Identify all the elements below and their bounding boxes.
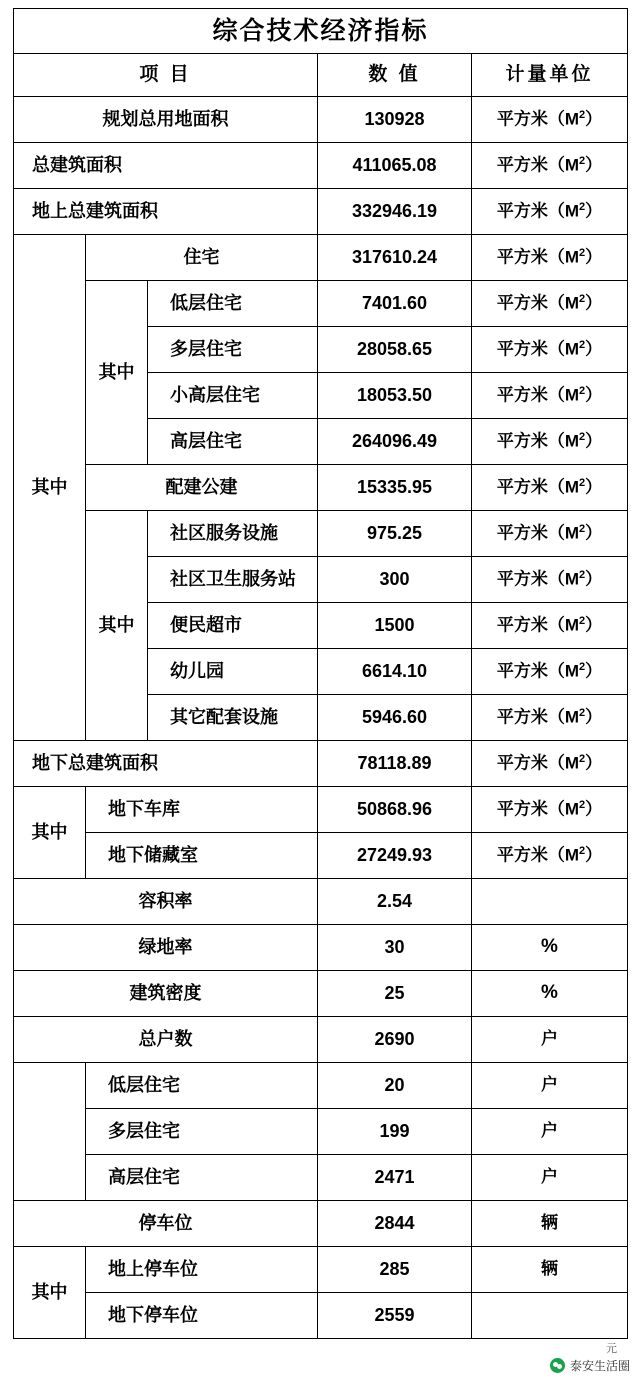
row-value-high-rise: 264096.49 bbox=[318, 419, 472, 465]
row-label-kindergarten: 幼儿园 bbox=[148, 649, 318, 695]
table-row bbox=[14, 97, 628, 143]
row-unit: 平方米$(M^2)$ bbox=[472, 557, 628, 603]
row-label-small-high-rise: 小高层住宅 bbox=[148, 373, 318, 419]
row-value-green-ratio: 30 bbox=[318, 925, 472, 971]
table-row bbox=[14, 281, 628, 327]
row-unit-percent: % bbox=[472, 925, 628, 971]
table-row bbox=[14, 787, 628, 833]
row-value-multi-storey: 28058.65 bbox=[318, 327, 472, 373]
row-label-underground-total: 地下总建筑面积 bbox=[14, 741, 318, 787]
table-row bbox=[14, 971, 628, 1017]
row-unit: 平方米$(M^2)$ bbox=[472, 327, 628, 373]
row-unit-household: 户 bbox=[472, 1155, 628, 1201]
row-label-public-build: 配建公建 bbox=[86, 465, 318, 511]
row-label-above-ground-total: 地上总建筑面积 bbox=[14, 189, 318, 235]
row-label-households-multi: 多层住宅 bbox=[86, 1109, 318, 1155]
row-value-parking: 2844 bbox=[318, 1201, 472, 1247]
row-label-high-rise: 高层住宅 bbox=[148, 419, 318, 465]
table-row bbox=[14, 1155, 628, 1201]
wechat-logo-icon bbox=[550, 1358, 565, 1373]
row-label-community-service: 社区服务设施 bbox=[148, 511, 318, 557]
row-value-parking-above: 285 bbox=[318, 1247, 472, 1293]
row-value-convenience-store: 1500 bbox=[318, 603, 472, 649]
row-value-community-service: 975.25 bbox=[318, 511, 472, 557]
row-unit: 平方米$(M^2)$ bbox=[472, 649, 628, 695]
row-unit: 平方米$(M^2)$ bbox=[472, 511, 628, 557]
row-value-underground-total: 78118.89 bbox=[318, 741, 472, 787]
row-label-total-land: 规划总用地面积 bbox=[14, 97, 318, 143]
page-title: 综合技术经济指标 bbox=[14, 9, 628, 54]
table-row bbox=[14, 1109, 628, 1155]
row-label-other-facilities: 其它配套设施 bbox=[148, 695, 318, 741]
row-label-convenience-store: 便民超市 bbox=[148, 603, 318, 649]
row-unit: 平方米$(M^2)$ bbox=[472, 235, 628, 281]
table-row bbox=[14, 465, 628, 511]
row-value-build-density: 25 bbox=[318, 971, 472, 1017]
row-label-total-households: 总户数 bbox=[14, 1017, 318, 1063]
table-row bbox=[14, 9, 628, 54]
row-unit: 平方米$(M^2)$ bbox=[472, 787, 628, 833]
row-value-underground-storage: 27249.93 bbox=[318, 833, 472, 879]
row-label-low-rise: 低层住宅 bbox=[148, 281, 318, 327]
row-label-community-clinic: 社区卫生服务站 bbox=[148, 557, 318, 603]
table-row bbox=[14, 1017, 628, 1063]
row-label-total-build: 总建筑面积 bbox=[14, 143, 318, 189]
row-unit: 平方米$(M^2)$ bbox=[472, 741, 628, 787]
row-unit: 平方米$(M^2)$ bbox=[472, 419, 628, 465]
row-unit-percent: % bbox=[472, 971, 628, 1017]
row-value-total-households: 2690 bbox=[318, 1017, 472, 1063]
header-unit: 计量单位 bbox=[472, 54, 628, 97]
row-label-underground-garage: 地下车库 bbox=[86, 787, 318, 833]
row-unit-household: 户 bbox=[472, 1063, 628, 1109]
row-unit-vehicle: 辆 bbox=[472, 1201, 628, 1247]
group-label-blank bbox=[14, 1063, 86, 1201]
row-value-underground-garage: 50868.96 bbox=[318, 787, 472, 833]
table-row bbox=[14, 189, 628, 235]
row-value-residence: 317610.24 bbox=[318, 235, 472, 281]
table-row bbox=[14, 1293, 628, 1339]
row-unit: 平方米$(M^2)$ bbox=[472, 189, 628, 235]
row-label-parking-above: 地上停车位 bbox=[86, 1247, 318, 1293]
group-label-qizhong-residence: 其中 bbox=[86, 281, 148, 465]
row-value-total-land: 130928 bbox=[318, 97, 472, 143]
row-value-community-clinic: 300 bbox=[318, 557, 472, 603]
row-unit-empty bbox=[472, 1293, 628, 1339]
row-label-far: 容积率 bbox=[14, 879, 318, 925]
row-value-small-high-rise: 18053.50 bbox=[318, 373, 472, 419]
row-unit-vehicle: 辆 bbox=[472, 1247, 628, 1293]
row-value-households-multi: 199 bbox=[318, 1109, 472, 1155]
row-label-households-low: 低层住宅 bbox=[86, 1063, 318, 1109]
row-value-other-facilities: 5946.60 bbox=[318, 695, 472, 741]
header-value: 数 值 bbox=[318, 54, 472, 97]
group-label-qizhong-underground: 其中 bbox=[14, 787, 86, 879]
row-label-parking: 停车位 bbox=[14, 1201, 318, 1247]
group-label-qizhong-above: 其中 bbox=[14, 235, 86, 741]
row-unit-household: 户 bbox=[472, 1017, 628, 1063]
header-item: 项 目 bbox=[14, 54, 318, 97]
table-row bbox=[14, 1247, 628, 1293]
table-row bbox=[14, 143, 628, 189]
group-label-qizhong-public: 其中 bbox=[86, 511, 148, 741]
row-label-multi-storey: 多层住宅 bbox=[148, 327, 318, 373]
table-row bbox=[14, 925, 628, 971]
row-unit: 平方米$(M^2)$ bbox=[472, 281, 628, 327]
row-value-households-low: 20 bbox=[318, 1063, 472, 1109]
row-label-green-ratio: 绿地率 bbox=[14, 925, 318, 971]
group-label-qizhong-parking: 其中 bbox=[14, 1247, 86, 1339]
row-unit: 平方米$(M^2)$ bbox=[472, 97, 628, 143]
row-value-low-rise: 7401.60 bbox=[318, 281, 472, 327]
row-value-households-high: 2471 bbox=[318, 1155, 472, 1201]
table-row bbox=[14, 511, 628, 557]
row-unit: 平方米$(M^2)$ bbox=[472, 465, 628, 511]
row-unit-household: 户 bbox=[472, 1109, 628, 1155]
row-label-households-high: 高层住宅 bbox=[86, 1155, 318, 1201]
row-label-underground-storage: 地下储藏室 bbox=[86, 833, 318, 879]
table-row bbox=[14, 1063, 628, 1109]
table-row bbox=[14, 741, 628, 787]
table-row bbox=[14, 833, 628, 879]
economic-indicators-table bbox=[13, 8, 628, 1339]
corner-mark: 元 bbox=[606, 1343, 617, 1355]
watermark bbox=[550, 1357, 630, 1374]
document-page bbox=[0, 8, 640, 1382]
table-row bbox=[14, 235, 628, 281]
row-unit: 平方米$(M^2)$ bbox=[472, 373, 628, 419]
row-label-build-density: 建筑密度 bbox=[14, 971, 318, 1017]
row-value-public-build: 15335.95 bbox=[318, 465, 472, 511]
row-value-parking-under: 2559 bbox=[318, 1293, 472, 1339]
row-unit: 平方米$(M^2)$ bbox=[472, 143, 628, 189]
watermark-label: 泰安生活圈 bbox=[569, 1359, 630, 1373]
row-value-far: 2.54 bbox=[318, 879, 472, 925]
row-unit: 平方米$(M^2)$ bbox=[472, 603, 628, 649]
row-value-above-ground-total: 332946.19 bbox=[318, 189, 472, 235]
row-label-parking-under: 地下停车位 bbox=[86, 1293, 318, 1339]
row-label-residence: 住宅 bbox=[86, 235, 318, 281]
row-unit-empty bbox=[472, 879, 628, 925]
table-row bbox=[14, 879, 628, 925]
table-row bbox=[14, 1201, 628, 1247]
row-unit: 平方米$(M^2)$ bbox=[472, 833, 628, 879]
row-value-kindergarten: 6614.10 bbox=[318, 649, 472, 695]
row-unit: 平方米$(M^2)$ bbox=[472, 695, 628, 741]
table-header-row bbox=[14, 54, 628, 97]
row-value-total-build: 411065.08 bbox=[318, 143, 472, 189]
